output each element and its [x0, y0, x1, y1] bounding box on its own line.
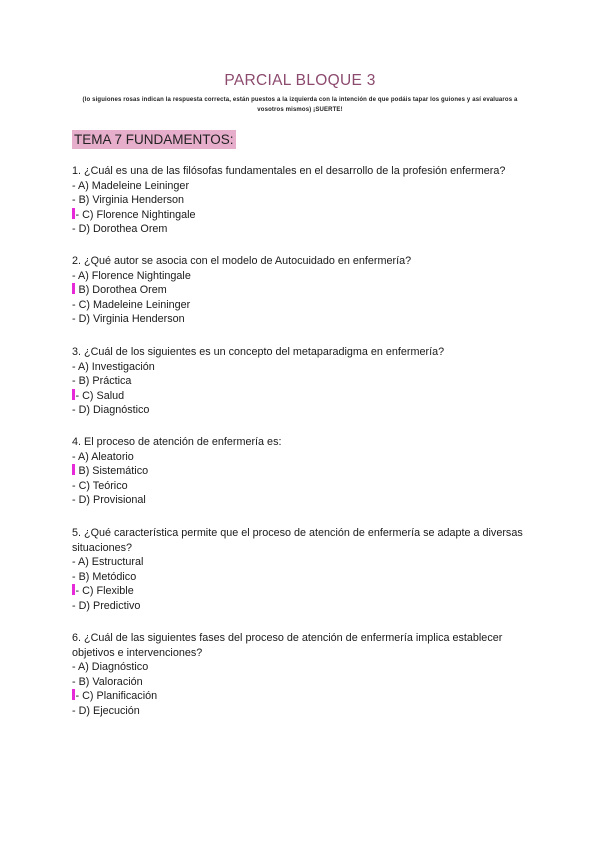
question-1 [72, 164, 532, 237]
option-c-correct: - C) Florence Nightingale [72, 208, 532, 223]
option-b-correct: B) Dorothea Orem [72, 283, 532, 298]
option-c: - C) Madeleine Leininger [72, 298, 191, 311]
option-d: - D) Provisional [72, 494, 146, 507]
option-a: - A) Florence Nightingale [72, 269, 191, 282]
question-6 [72, 631, 532, 719]
question-3 [72, 345, 532, 418]
question-5 [72, 526, 532, 614]
question-text: 3. ¿Cuál de los siguientes es un concepto del metaparadigma en enfermería? [72, 346, 445, 358]
option-b: - B) Práctica [72, 375, 132, 388]
question-4 [72, 435, 532, 508]
question-2 [72, 254, 532, 327]
page-title: PARCIAL BLOQUE 3 [224, 72, 376, 89]
option-d: - D) Dorothea Orem [72, 223, 168, 236]
instructions-note: (lo siguiones rosas indican la respuesta correcta, están puestos a la izquierda con la intención de que podáis tapar los guiones y así evaluaros a vosotros mismos) ¡SUERTE! [82, 97, 518, 113]
correct-marker [72, 283, 75, 294]
option-b: - B) Valoración [72, 675, 143, 688]
question-text: 1. ¿Cuál es una de las filósofas fundamentales en el desarrollo de la profesión enfermera? [72, 165, 506, 177]
option-b: - B) Metódico [72, 570, 137, 583]
question-text: 4. El proceso de atención de enfermería es: [72, 436, 282, 448]
option-a: - A) Diagnóstico [72, 661, 149, 674]
option-c-correct: - C) Flexible [72, 584, 532, 599]
option-c-correct: - C) Planificación [72, 689, 532, 704]
option-b: - B) Virginia Henderson [72, 194, 185, 207]
option-d: - D) Ejecución [72, 704, 140, 717]
option-d: - D) Diagnóstico [72, 404, 150, 417]
question-text: 6. ¿Cuál de las siguientes fases del proceso de atención de enfermería implica establecer objetivos e intervenciones? [72, 632, 503, 659]
correct-marker [72, 464, 75, 475]
question-text: 5. ¿Qué característica permite que el proceso de atención de enfermería se adapte a diversas situaciones? [72, 527, 523, 554]
question-text: 2. ¿Qué autor se asocia con el modelo de Autocuidado en enfermería? [72, 255, 412, 267]
option-d: - D) Virginia Henderson [72, 313, 185, 326]
option-a: - A) Investigación [72, 360, 155, 373]
option-c-correct: - C) Salud [72, 389, 532, 404]
option-a: - A) Madeleine Leininger [72, 179, 190, 192]
option-a: - A) Aleatorio [72, 450, 134, 463]
option-b-correct: B) Sistemático [72, 464, 532, 479]
option-d: - D) Predictivo [72, 599, 141, 612]
option-c: - C) Teórico [72, 479, 128, 492]
section-heading: TEMA 7 FUNDAMENTOS: [74, 132, 234, 147]
option-a: - A) Estructural [72, 556, 144, 569]
